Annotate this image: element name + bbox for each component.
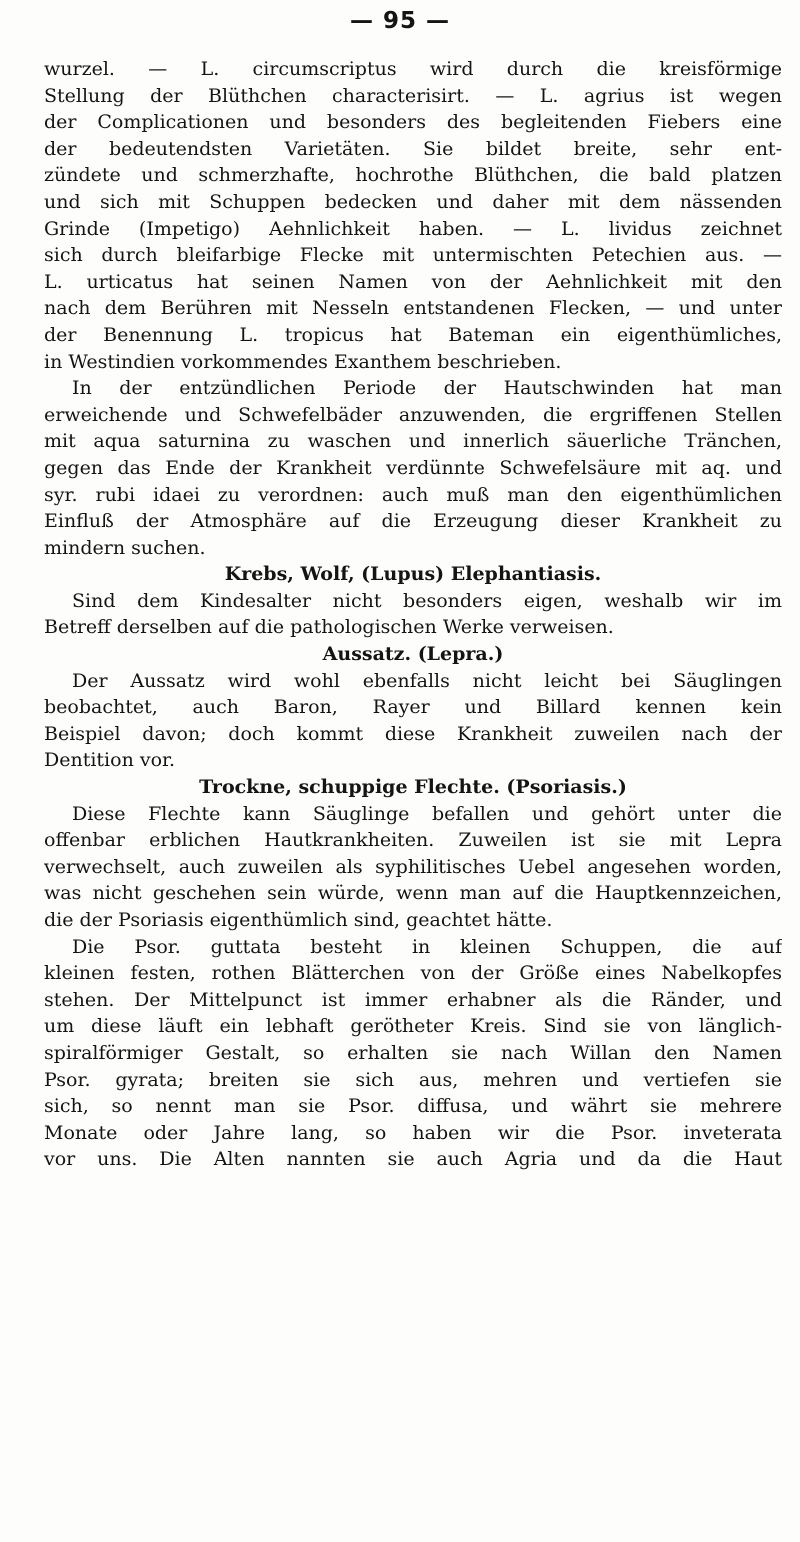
- text-line: die der Psoriasis eigenthümlich sind, geachtet hätte.: [44, 909, 553, 931]
- text-line: der bedeutendsten Varietäten. Sie bildet breite, sehr ent-: [44, 137, 782, 160]
- text-line: offenbar erblichen Hautkrankheiten. Zuweilen ist sie mit Lepra: [44, 829, 782, 852]
- text-line: kleinen festen, rothen Blätterchen von der Größe eines Nabelkopfes: [44, 962, 782, 985]
- body-text: [44, 56, 782, 1173]
- text-line: Betreff derselben auf die pathologischen Werke verweisen.: [44, 616, 614, 639]
- text-line: Psor. gyrata; breiten sie sich aus, mehren und vertiefen sie: [44, 1068, 782, 1091]
- page-number-header: — 95 —: [349, 8, 451, 34]
- paragraph-start: Der Aussatz wird wohl ebenfalls nicht leicht bei Säuglingen: [72, 669, 782, 692]
- text-line: Grinde (Impetigo) Aehnlichkeit haben. — L. lividus zeichnet: [44, 217, 782, 240]
- section-heading: Krebs, Wolf, (Lupus) Elephantiasis.: [224, 563, 602, 586]
- text-line: spiralförmiger Gestalt, so erhalten sie nach Willan den Namen: [44, 1041, 782, 1064]
- text-line: verwechselt, auch zuweilen als syphilitisches Uebel angesehen worden,: [44, 855, 782, 878]
- section-heading: Trockne, schuppige Flechte. (Psoriasis.): [199, 776, 627, 799]
- text-line: Monate oder Jahre lang, so haben wir die Psor. inveterata: [44, 1121, 782, 1144]
- text-line: wurzel. — L. circumscriptus wird durch die kreisförmige: [44, 58, 782, 80]
- text-line: gegen das Ende der Krankheit verdünnte Schwefelsäure mit aq. und: [44, 456, 782, 479]
- text-line: erweichende und Schwefelbäder anzuwenden, die ergriffenen Stellen: [44, 403, 782, 426]
- text-line: mit aqua saturnina zu waschen und innerlich säuerliche Tränchen,: [44, 430, 782, 453]
- paragraph-start: In der entzündlichen Periode der Hautschwinden hat man: [72, 377, 782, 400]
- text-line: stehen. Der Mittelpunct ist immer erhabner als die Ränder, und: [44, 988, 782, 1011]
- text-line: syr. rubi idaei zu verordnen: auch muß man den eigenthümlichen: [44, 483, 782, 506]
- text-line: L. urticatus hat seinen Namen von der Aehnlichkeit mit den: [44, 270, 782, 293]
- text-line: in Westindien vorkommendes Exanthem beschrieben.: [44, 350, 562, 373]
- text-line: sich durch bleifarbige Flecke mit untermischten Petechien aus. —: [44, 244, 782, 267]
- paragraph-start: Die Psor. guttata besteht in kleinen Schuppen, die auf: [72, 935, 782, 958]
- text-line: der Benennung L. tropicus hat Bateman ein eigenthümliches,: [44, 323, 782, 346]
- text-line: Stellung der Blüthchen characterisirt. — L. agrius ist wegen: [44, 84, 782, 107]
- text-line: beobachtet, auch Baron, Rayer und Billard kennen kein: [44, 696, 782, 719]
- text-line: zündete und schmerzhafte, hochrothe Blüthchen, die bald platzen: [44, 164, 782, 187]
- text-line: Einfluß der Atmosphäre auf die Erzeugung dieser Krankheit zu: [44, 510, 782, 533]
- text-line: sich, so nennt man sie Psor. diffusa, und währt sie mehrere: [44, 1095, 782, 1118]
- text-line: Beispiel davon; doch kommt diese Krankheit zuweilen nach der: [44, 722, 782, 745]
- paragraph-start: Sind dem Kindesalter nicht besonders eigen, weshalb wir im: [72, 589, 782, 612]
- text-line: mindern suchen.: [44, 536, 206, 559]
- text-line: der Complicationen und besonders des begleitenden Fiebers eine: [44, 111, 782, 134]
- section-heading: Aussatz. (Lepra.): [322, 643, 504, 666]
- text-line: nach dem Berühren mit Nesseln entstandenen Flecken, — und unter: [44, 297, 782, 320]
- text-line: vor uns. Die Alten nannten sie auch Agria und da die Haut: [44, 1148, 782, 1171]
- text-line: und sich mit Schuppen bedecken und daher mit dem nässenden: [44, 190, 782, 213]
- text-line: Dentition vor.: [44, 749, 176, 772]
- text-line: um diese läuft ein lebhaft gerötheter Kreis. Sind sie von länglich-: [44, 1015, 782, 1038]
- paragraph-start: Diese Flechte kann Säuglinge befallen und gehört unter die: [72, 802, 782, 825]
- text-line: was nicht geschehen sein würde, wenn man auf die Hauptkennzeichen,: [44, 882, 782, 905]
